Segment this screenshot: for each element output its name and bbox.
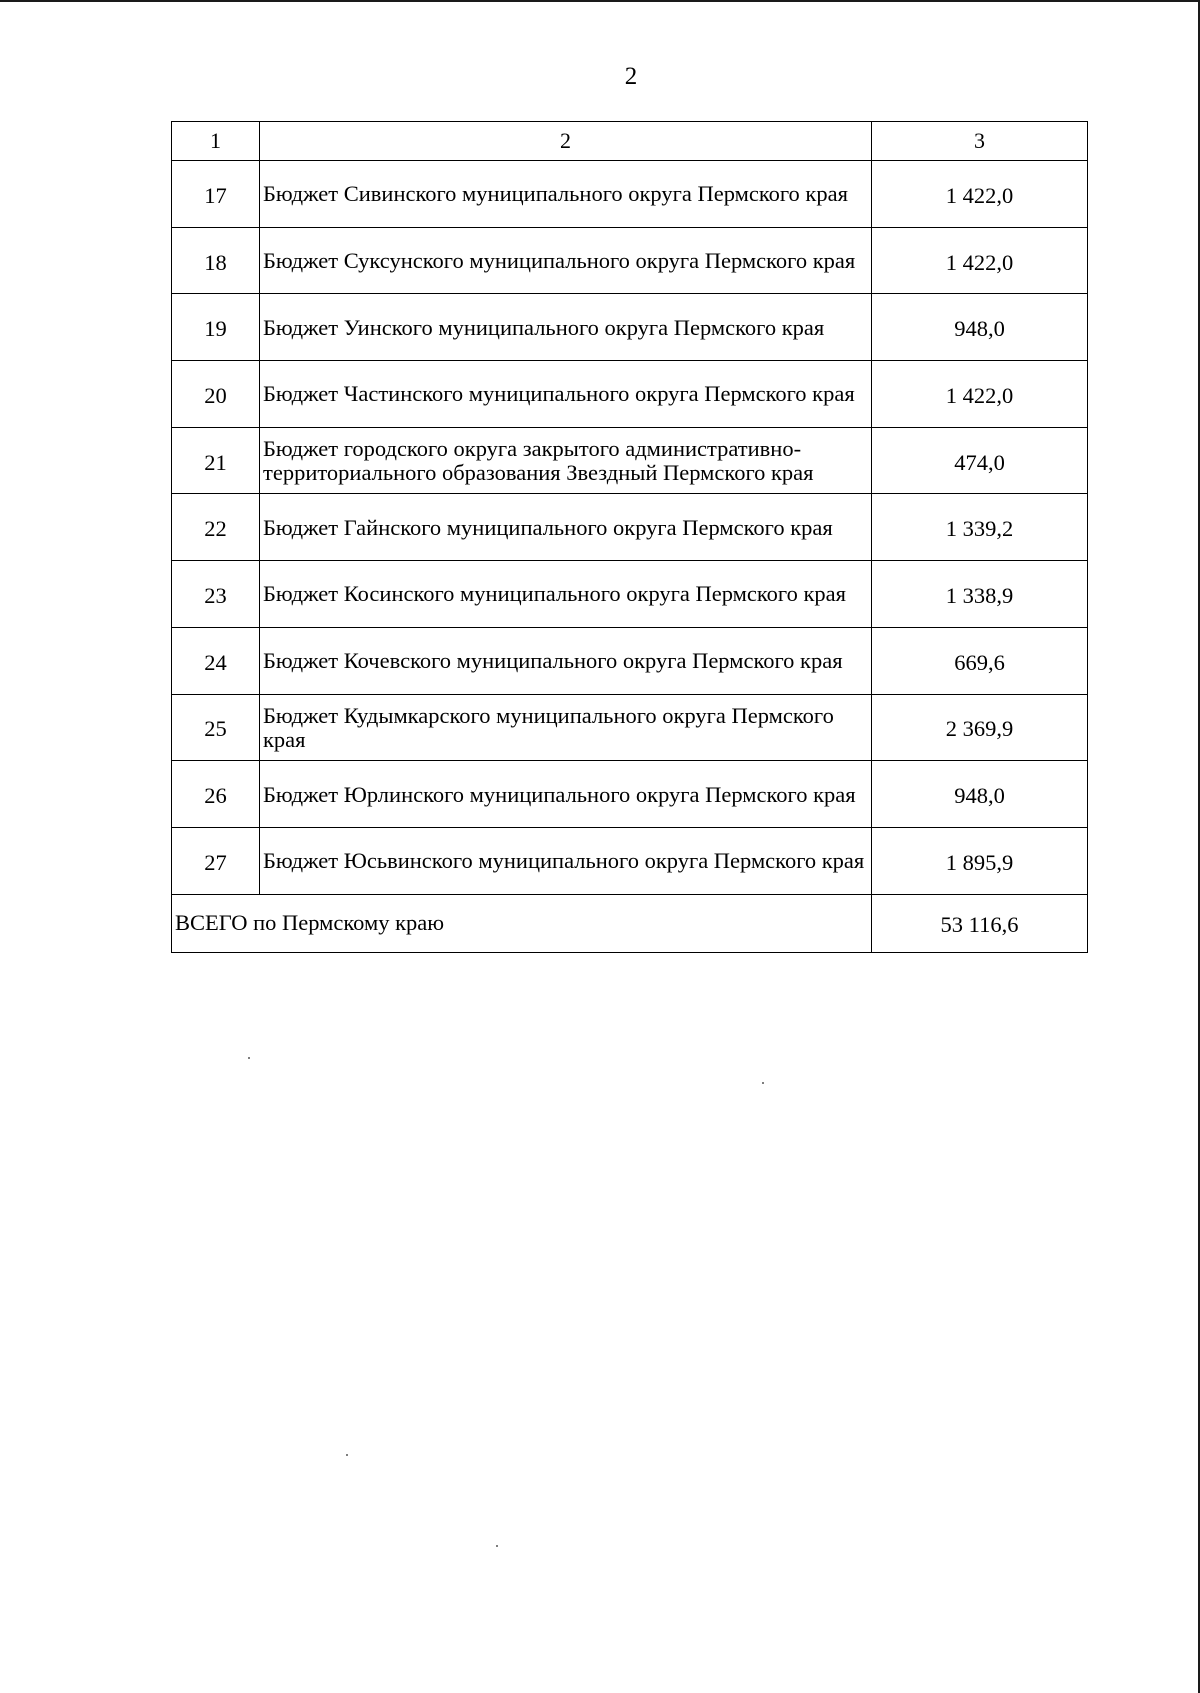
row-budget-name: Бюджет Суксунского муниципального округа Пермского края	[260, 227, 872, 294]
table-header-row	[172, 122, 1088, 161]
row-budget-name: Бюджет Юрлинского муниципального округа Пермского края	[260, 761, 872, 828]
row-budget-name: Бюджет городского округа закрытого административно-территориального образования Звездный Пермского края	[260, 427, 872, 494]
budget-table	[171, 121, 1088, 953]
row-number: 27	[172, 827, 260, 894]
row-number: 21	[172, 427, 260, 494]
row-number: 22	[172, 494, 260, 561]
row-amount: 1 422,0	[872, 161, 1088, 228]
row-amount: 1 339,2	[872, 494, 1088, 561]
row-budget-name: Бюджет Уинского муниципального округа Пермского края	[260, 294, 872, 361]
scan-speck	[762, 1082, 764, 1084]
row-amount: 1 422,0	[872, 361, 1088, 428]
row-number: 26	[172, 761, 260, 828]
table-row	[172, 561, 1088, 628]
total-amount: 53 116,6	[872, 894, 1088, 952]
row-amount: 474,0	[872, 427, 1088, 494]
row-amount: 2 369,9	[872, 694, 1088, 761]
table-row	[172, 761, 1088, 828]
row-amount: 1 895,9	[872, 827, 1088, 894]
row-budget-name: Бюджет Кочевского муниципального округа Пермского края	[260, 627, 872, 694]
scan-speck	[496, 1545, 498, 1547]
table-row	[172, 494, 1088, 561]
row-amount: 1 338,9	[872, 561, 1088, 628]
row-budget-name: Бюджет Частинского муниципального округа Пермского края	[260, 361, 872, 428]
row-number: 23	[172, 561, 260, 628]
table-total-row	[172, 894, 1088, 952]
scan-speck	[346, 1454, 348, 1456]
page-number: 2	[624, 63, 638, 90]
header-cell-name: 2	[260, 122, 872, 161]
row-number: 17	[172, 161, 260, 228]
row-amount: 669,6	[872, 627, 1088, 694]
header-cell-number: 1	[172, 122, 260, 161]
row-budget-name: Бюджет Юсьвинского муниципального округа Пермского края	[260, 827, 872, 894]
row-budget-name: Бюджет Косинского муниципального округа Пермского края	[260, 561, 872, 628]
row-budget-name: Бюджет Сивинского муниципального округа Пермского края	[260, 161, 872, 228]
header-cell-amount: 3	[872, 122, 1088, 161]
table-row	[172, 827, 1088, 894]
row-number: 18	[172, 227, 260, 294]
row-amount: 948,0	[872, 294, 1088, 361]
table-row	[172, 161, 1088, 228]
table-row	[172, 427, 1088, 494]
row-budget-name: Бюджет Кудымкарского муниципального округа Пермского края	[260, 694, 872, 761]
scan-border-top	[0, 0, 1200, 2]
table-row	[172, 227, 1088, 294]
table-row	[172, 361, 1088, 428]
row-amount: 1 422,0	[872, 227, 1088, 294]
row-budget-name: Бюджет Гайнского муниципального округа Пермского края	[260, 494, 872, 561]
table-row	[172, 694, 1088, 761]
row-number: 24	[172, 627, 260, 694]
row-amount: 948,0	[872, 761, 1088, 828]
row-number: 25	[172, 694, 260, 761]
table-row	[172, 627, 1088, 694]
scan-speck	[248, 1057, 250, 1059]
row-number: 20	[172, 361, 260, 428]
row-number: 19	[172, 294, 260, 361]
total-label: ВСЕГО по Пермскому краю	[172, 894, 872, 952]
table-row	[172, 294, 1088, 361]
